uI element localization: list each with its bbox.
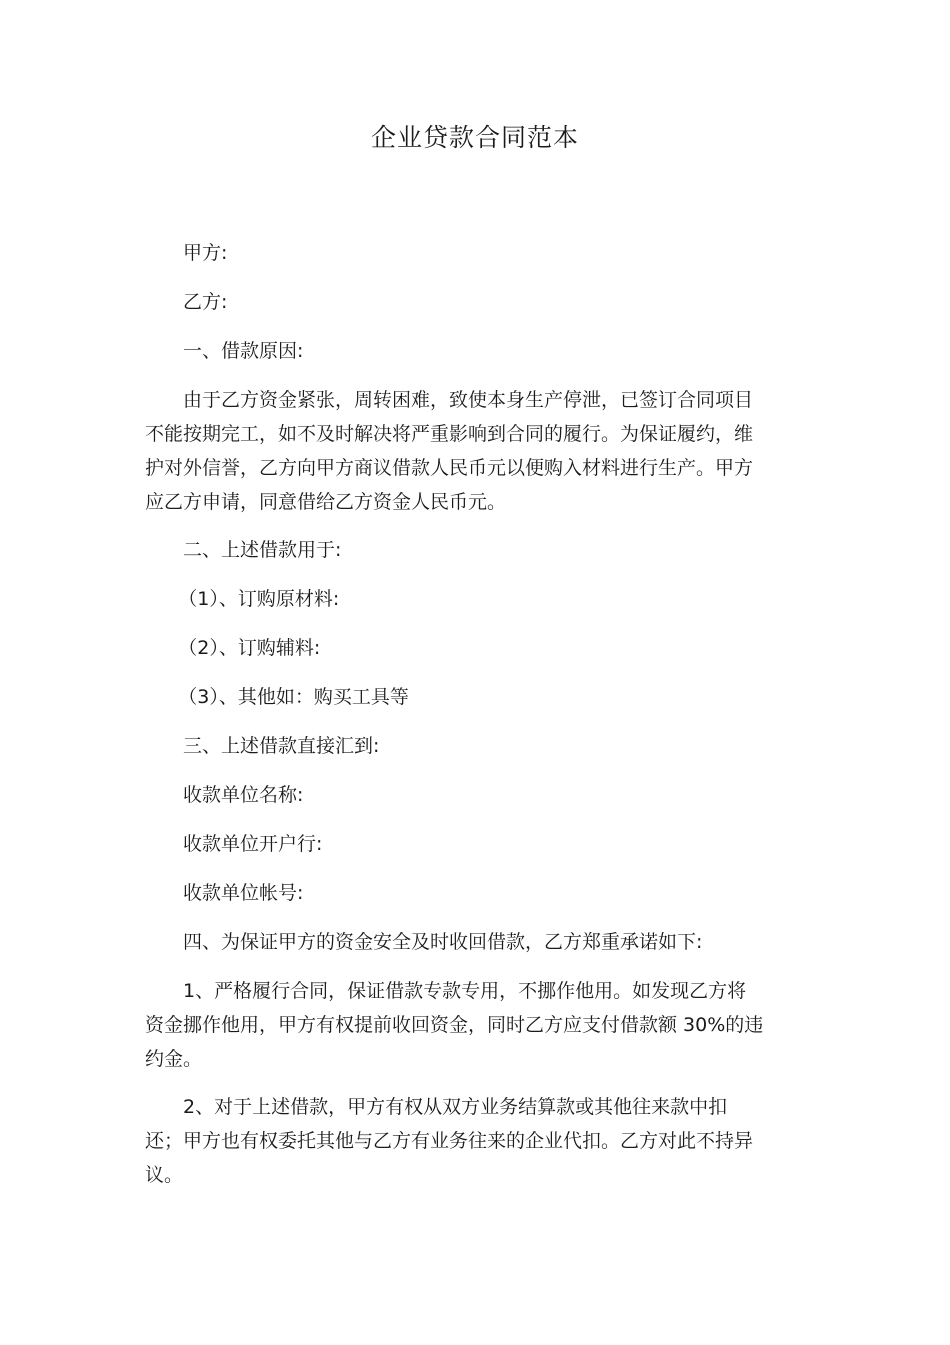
payee-account-field: 收款单位帐号: <box>183 882 304 904</box>
payee-name-field: 收款单位名称: <box>183 784 304 806</box>
party-a-line: 甲方: <box>183 242 228 264</box>
section-2-item-2: （2）、订购辅料: <box>178 637 321 659</box>
section-2-heading: 二、上述借款用于: <box>183 539 342 561</box>
clause-2-paragraph: 2、对于上述借款，甲方有权从双方业务结算款或其他往来款中扣还；甲方也有权委托其他与乙方有业务往来的企业代扣。乙方对此不持异议。 <box>145 1096 754 1186</box>
clause-1-paragraph: 1、严格履行合同，保证借款专款专用，不挪作他用。如发现乙方将资金挪作他用，甲方有权提前收回资金，同时乙方应支付借款额 30%的违约金。 <box>145 980 764 1070</box>
payee-bank-field: 收款单位开户行: <box>183 833 323 855</box>
party-b-line: 乙方: <box>183 291 228 313</box>
section-3-heading: 三、上述借款直接汇到: <box>183 735 380 757</box>
section-4-heading: 四、为保证甲方的资金安全及时收回借款，乙方郑重承诺如下: <box>183 931 703 953</box>
document-body <box>145 236 765 1206</box>
section-1-heading: 一、借款原因: <box>183 340 304 362</box>
section-2-item-3: （3）、其他如：购买工具等 <box>178 686 409 708</box>
section-2-item-1: （1）、订购原材料: <box>178 588 340 610</box>
section-1-paragraph: 由于乙方资金紧张，周转困难，致使本身生产停泄，已签订合同项目不能按期完工，如不及时解决将严重影响到合同的履行。为保证履约，维护对外信誉，乙方向甲方商议借款人民币元以便购入材料进行生产。甲方应乙方申请，同意借给乙方资金人民币元。 <box>145 389 754 513</box>
document-title: 企业贷款合同范本 <box>370 123 579 152</box>
